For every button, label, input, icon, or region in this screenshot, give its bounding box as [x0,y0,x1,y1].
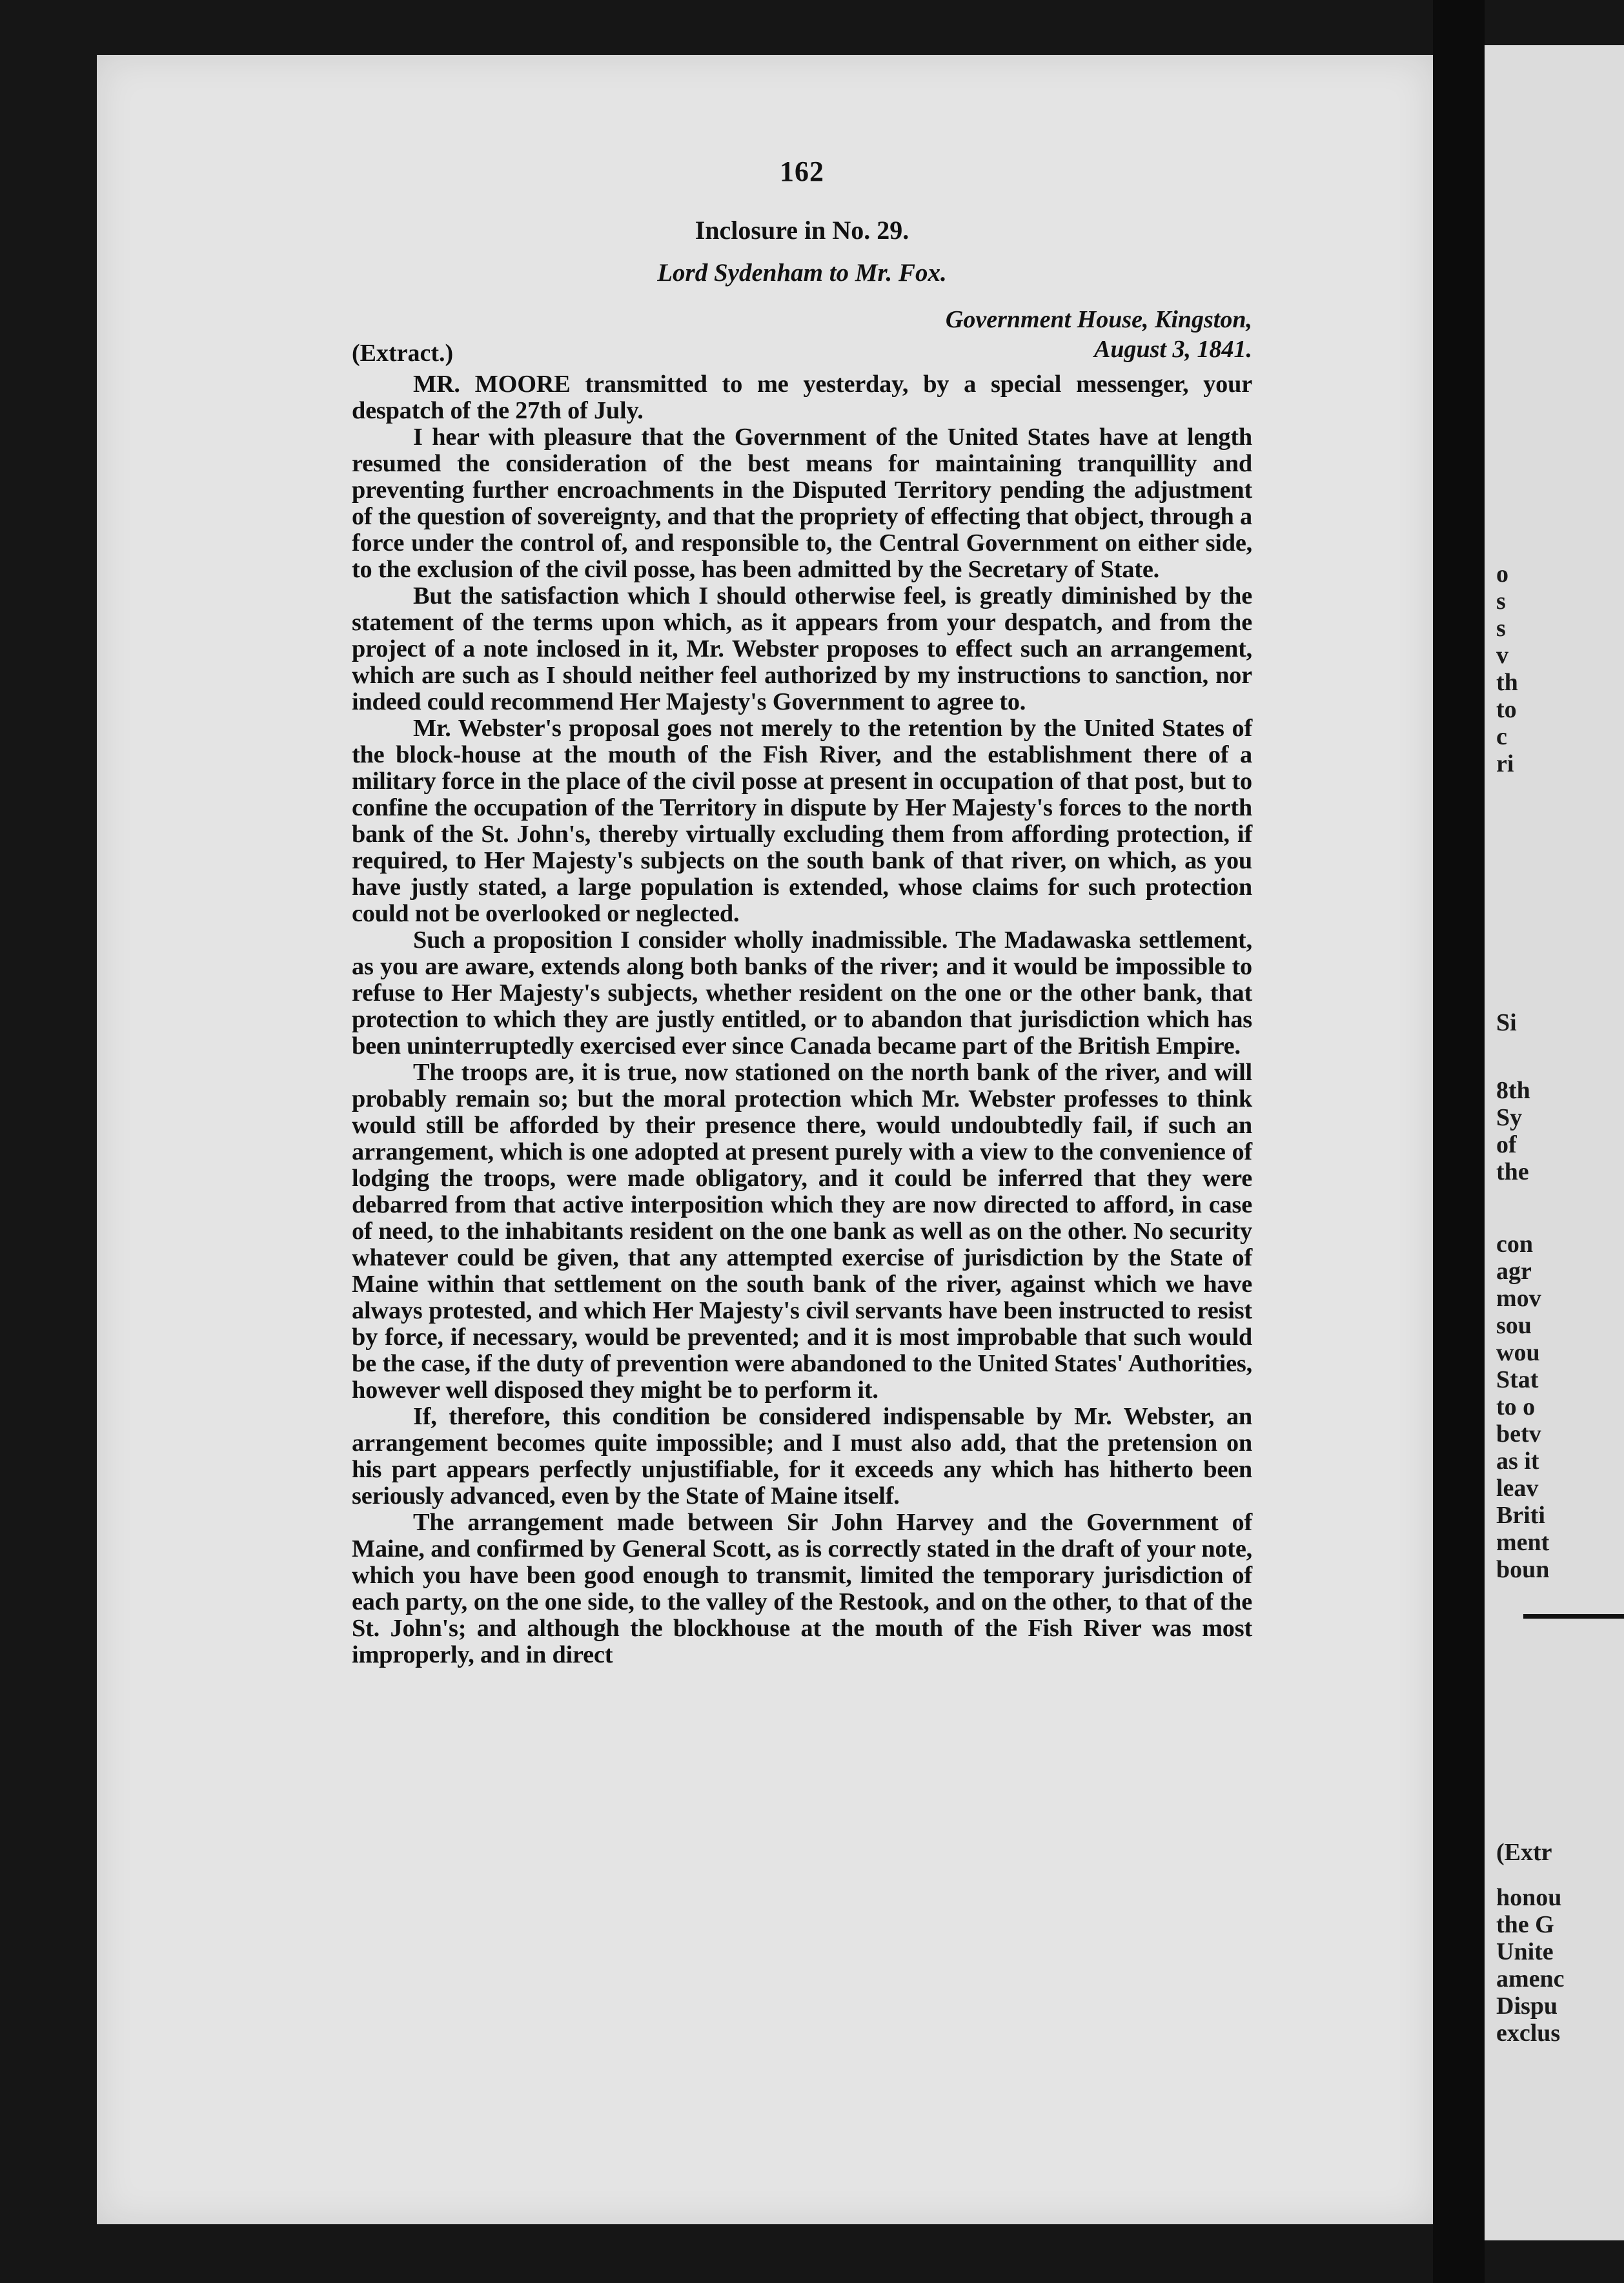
letter-date: August 3, 1841. [1094,336,1252,363]
adjacent-fragment: con [1496,1231,1533,1258]
page-number: 162 [780,156,824,187]
opening-name: MR. MOORE [413,371,571,398]
paragraph-3: But the satisfaction which I should otherwise feel, is greatly diminished by the statement of the terms upon which, as it appears from your despatch, and from the project of a note inclosed in it, Mr. Webster proposes to effect such an arrangement, which are such as I should neither feel authorized by my instructions to sanction, nor indeed could recommend Her Majesty's Government to agree to. [352,582,1252,715]
adjacent-fragment: agr [1496,1258,1532,1285]
book-gutter [1433,0,1485,2283]
adjacent-fragment: c [1496,723,1507,750]
adjacent-fragment: boun [1496,1556,1550,1583]
adjacent-fragment: exclus [1496,2020,1561,2047]
paragraph-1 [352,371,1252,424]
adjacent-fragment: v [1496,642,1508,669]
adjacent-fragment: Unite [1496,1938,1554,1965]
paragraph-2: I hear with pleasure that the Government of the United States have at length resumed the consideration of the best means for maintaining tranquillity and preventing further encroachments in the Disputed Territory pending the adjustment of the question of sovereignty, and that the propriety of effecting that object, through a force under the control of, and responsible to, the Central Government on either side, to the exclusion of the civil posse, has been admitted by the Secretary of State. [352,424,1252,583]
adjacent-fragment: to [1496,696,1517,723]
adjacent-fragment: (Extr [1496,1839,1552,1866]
paragraph-8: The arrangement made between Sir John Harvey and the Government of Maine, and confirmed by General Scott, as is correctly stated in the draft of your note, which you have been good enough to transmit, limited the temporary jurisdiction of each party, on the one side, to the valley of the Restook, and on the other, to that of the St. John's; and although the blockhouse at the mouth of the Fish River was most improperly, and in direct [352,1509,1252,1668]
adjacent-fragment: betv [1496,1420,1541,1448]
paragraph-5: Such a proposition I consider wholly inadmissible. The Madawaska settlement, as you are aware, extends along both banks of the river; and it would be impossible to refuse to Her Majesty's subjects, whether resident on the one or the other bank, that protection to which they are justly entitled, or to abandon that jurisdiction which has been uninterruptedly exercised ever since Canada became part of the British Empire. [352,927,1252,1060]
adjacent-fragment: 8th [1496,1077,1530,1104]
adjacent-fragment: s [1496,588,1506,615]
adjacent-fragment: as it [1496,1448,1539,1475]
adjacent-fragment: of [1496,1131,1517,1158]
adjacent-fragment: Si [1496,1009,1517,1036]
adjacent-fragment: to o [1496,1393,1536,1420]
paragraph-1-text: transmitted to me yesterday, by a special messenger, your despatch of the 27th of July. [352,371,1253,424]
adjacent-fragment: th [1496,669,1518,696]
letter-body [352,371,1252,1668]
paragraph-6: The troops are, it is true, now stationed on the north bank of the river, and will probably remain so; but the moral protection which Mr. Webster professes to think would still be afforded by their presence there, would undoubtedly fail, if such an arrangement, which is one adopted at present purely with a view to the convenience of lodging the troops, were made obligatory, and it could be inferred that they were debarred from that active interposition which they are now directed to afford, in case of need, to the inhabitants resident on the one bank as well as on the other. No security whatever could be given, that any attempted exercise of jurisdiction by the State of Maine within that settlement on the south bank of the river, against which we have always protested, and which Her Majesty's civil servants have been instructed to resist by force, if necessary, would be prevented; and it is most improbable that such would be the case, if the duty of prevention were abandoned to the United States' Authorities, however well disposed they might be to perform it. [352,1059,1252,1404]
adjacent-fragment: Sy [1496,1104,1523,1131]
adjacent-fragment: ri [1496,750,1514,777]
adjacent-fragment: honou [1496,1884,1562,1911]
adjacent-fragment: leav [1496,1475,1539,1502]
adjacent-fragment: ment [1496,1529,1550,1556]
adjacent-fragment: Briti [1496,1502,1545,1529]
inclosure-heading: Inclosure in No. 29. [695,216,909,245]
adjacent-fragment: amenc [1496,1965,1565,1992]
adjacent-fragment: mov [1496,1285,1541,1312]
adjacent-fragment: Dispu [1496,1992,1558,2020]
paragraph-7: If, therefore, this condition be considered indispensable by Mr. Webster, an arrangement becomes quite impossible; and I must also add, that the pretension on his part appears perfectly unjustifiable, for it exceeds any which has hitherto been seriously advanced, even by the State of Maine itself. [352,1403,1252,1510]
letter-title: Lord Sydenham to Mr. Fox. [657,259,947,287]
adjacent-fragment: o [1496,560,1508,588]
adjacent-fragment: sou [1496,1312,1532,1339]
adjacent-fragment: the [1496,1158,1529,1185]
page-text-column [352,155,1252,1668]
adjacent-rule [1523,1614,1624,1619]
letter-header [352,305,1252,370]
adjacent-fragment: s [1496,615,1506,642]
adjacent-page-edge [1485,45,1624,2240]
adjacent-fragment: wou [1496,1339,1540,1366]
letter-place: Government House, Kingston, [945,306,1252,333]
extract-label: (Extract.) [352,340,454,367]
adjacent-fragment: the G [1496,1911,1554,1938]
adjacent-fragment: Stat [1496,1366,1539,1393]
paragraph-4: Mr. Webster's proposal goes not merely to the retention by the United States of the block-house at the mouth of the Fish River, and the establishment there of a military force in the place of the civil posse at present in occupation of that post, but to confine the occupation of the Territory in dispute by Her Majesty's forces to the north bank of the St. John's, thereby virtually excluding them from affording protection, if required, to Her Majesty's subjects on the south bank of that river, on which, as you have justly stated, a large population is extended, whose claims for such protection could not be overlooked or neglected. [352,715,1252,927]
